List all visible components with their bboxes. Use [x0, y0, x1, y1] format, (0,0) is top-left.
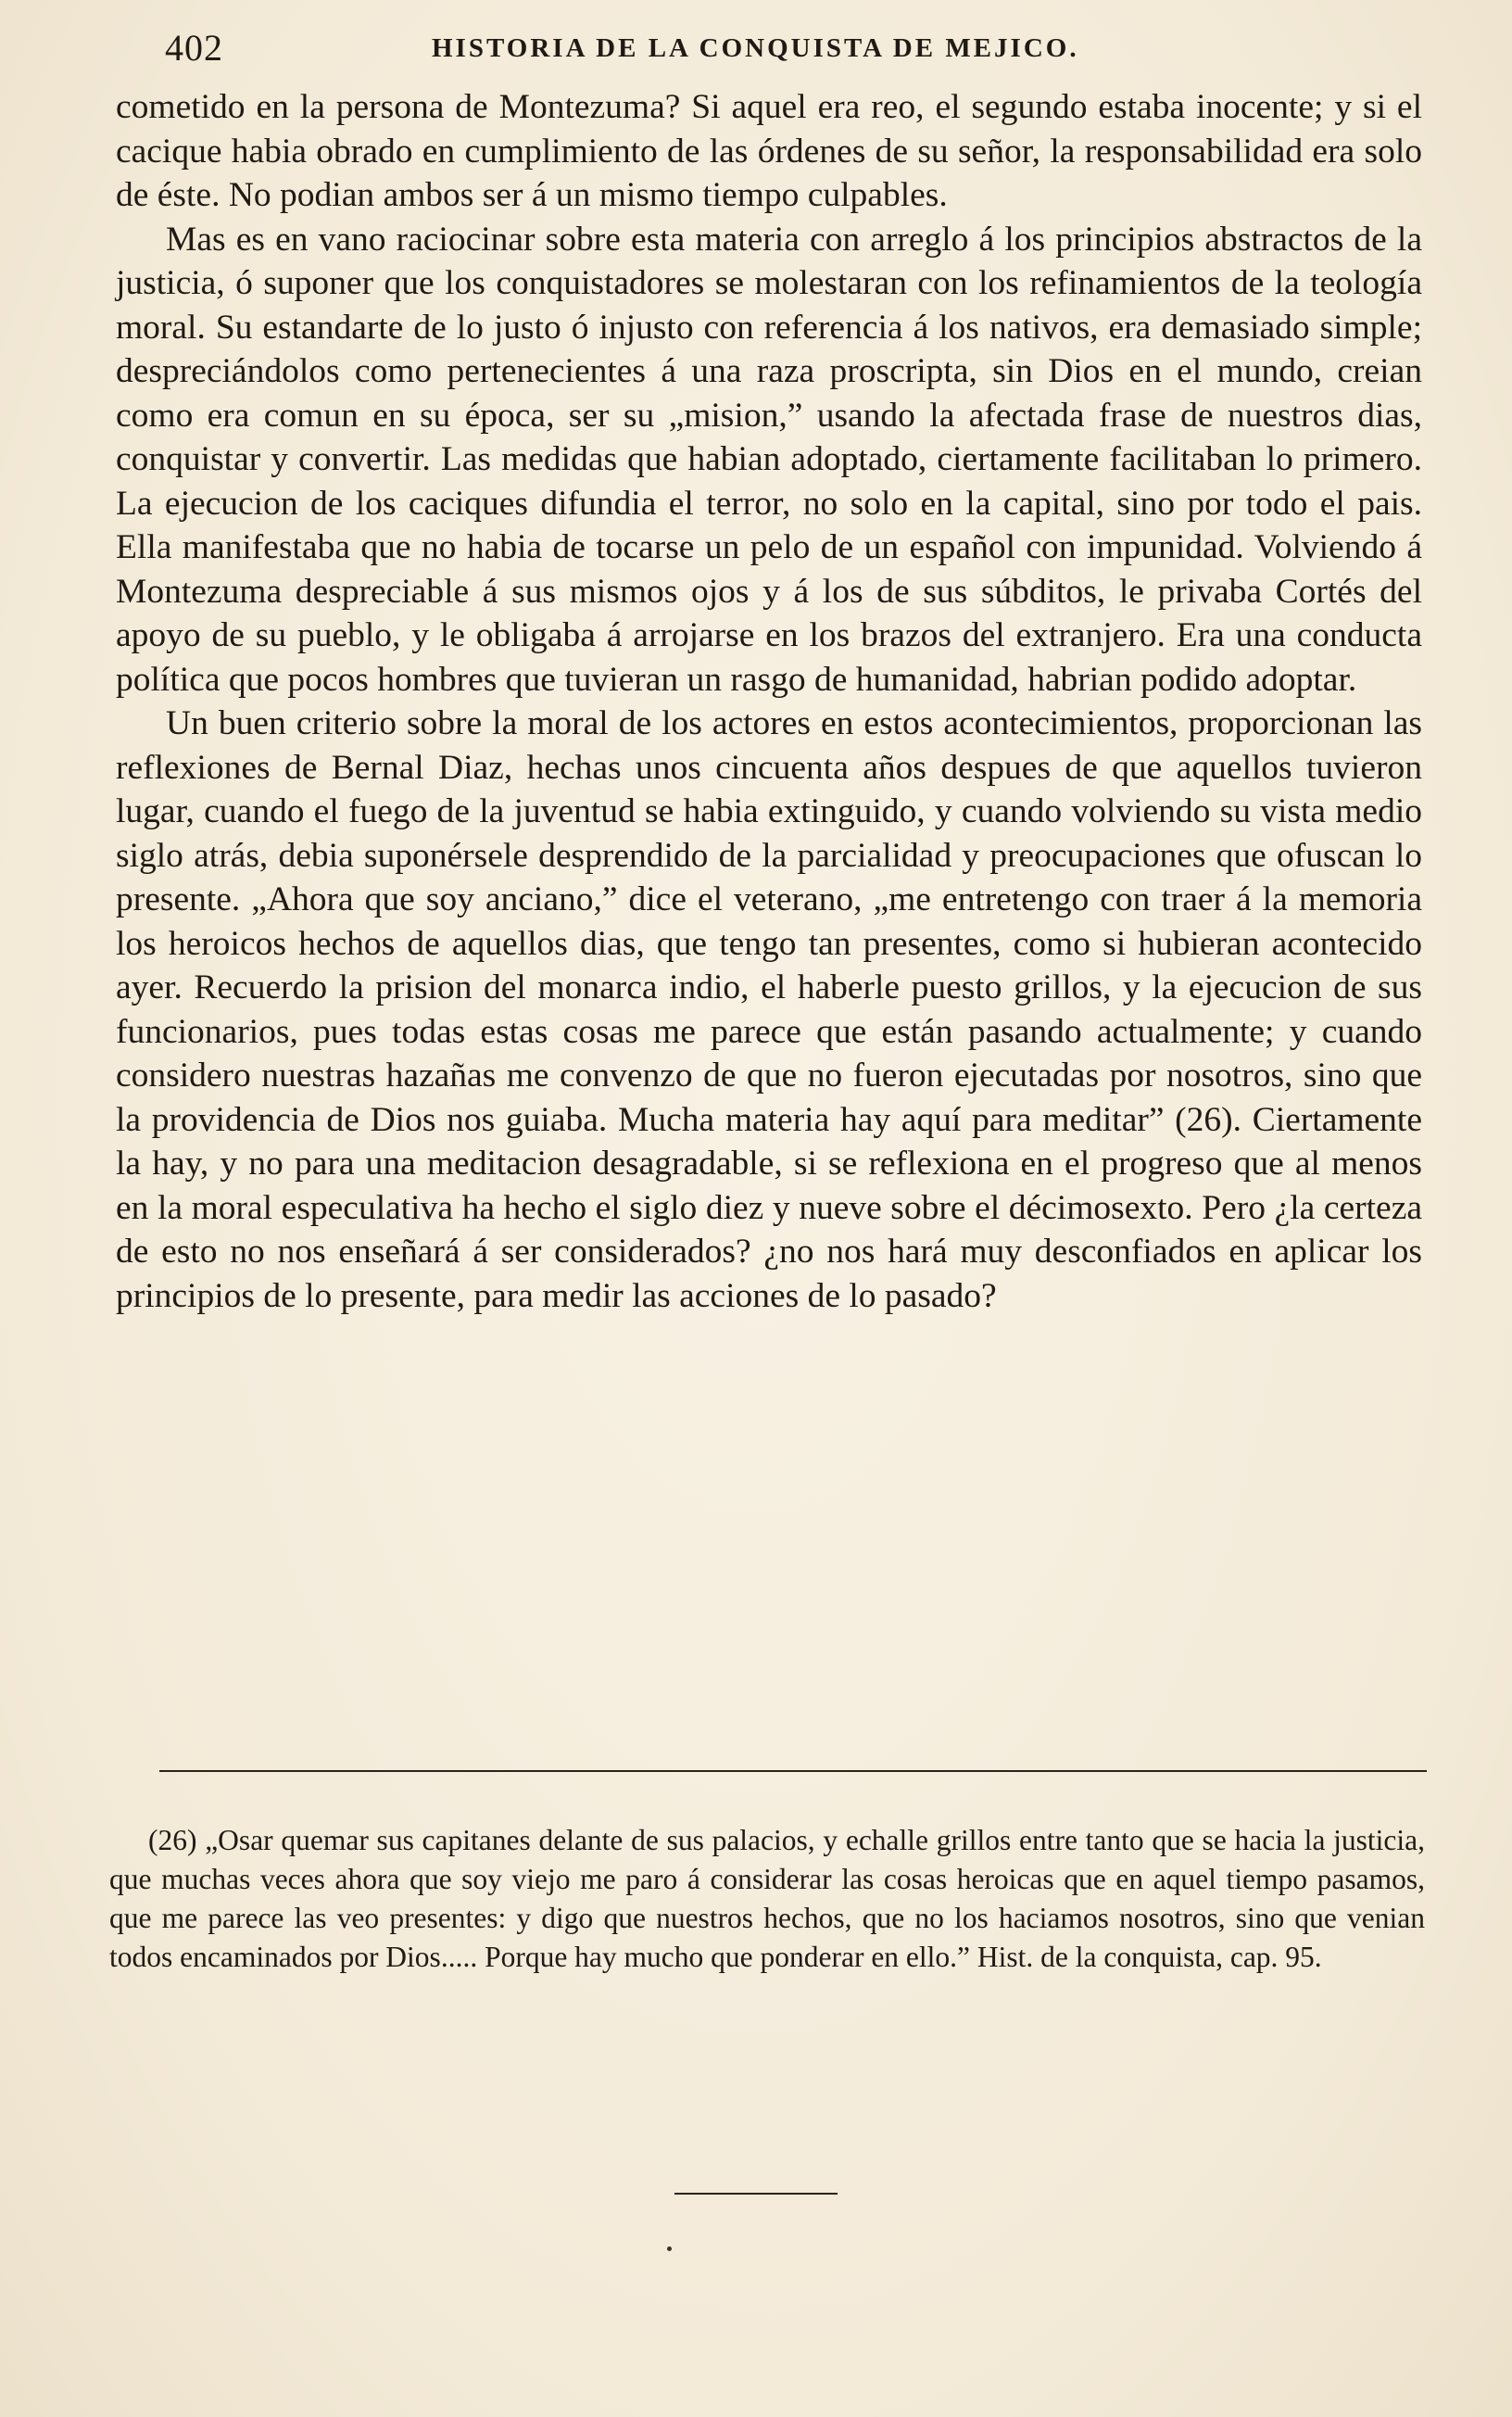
main-text	[116, 85, 1422, 1318]
page-header	[165, 26, 1443, 82]
paragraph-bernal-diaz: Un buen criterio sobre la moral de los actores en estos acontecimientos, proporcionan las reflexiones de Bernal Diaz, hechas unos cincuenta años despues de que aquellos tuvieron lugar, cuando el fuego de la juventud se habia extinguido, y cuando volviendo su vista medio siglo atrás, debia suponérsele desprendido de la parcialidad y preocupaciones que ofuscan lo presente. „Ahora que soy anciano,” dice el veterano, „me entretengo con traer á la memoria los heroicos hechos de aquellos dias, que tengo tan presentes, como si hubieran acontecido ayer. Recuerdo la prision del monarca indio, el haberle puesto grillos, y la ejecucion de sus funcionarios, pues todas estas cosas me parece que están pasando actualmente; y cuando considero nuestras hazañas me convenzo de que no fueron ejecutadas por nosotros, sino que la providencia de Dios nos guiaba. Mucha materia hay aquí para meditar” (26). Ciertamente la hay, y no para una meditacion desagradable, si se reflexiona en el progreso que al menos en la moral especulativa ha hecho el siglo diez y nueve sobre el décimosexto. Pero ¿la certeza de esto no nos enseñará á ser considerados? ¿no nos hará muy desconfiados en aplicar los principios de lo presente, para medir las acciones de lo pasado?	[116, 704, 1422, 1315]
paragraph-continuation: cometido en la persona de Montezuma? Si aquel era reo, el segundo estaba inocente; y si el cacique habia obrado en cumplimiento de las órdenes de su señor, la responsabilidad era solo de éste. No podian ambos ser á un mismo tiempo culpables.	[116, 88, 1422, 214]
page-number: 402	[165, 27, 223, 69]
footnote-divider	[159, 1770, 1427, 1772]
end-rule	[674, 2193, 838, 2195]
running-head: HISTORIA DE LA CONQUISTA DE MEJICO.	[432, 33, 1079, 63]
paragraph-justice: Mas es en vano raciocinar sobre esta materia con arreglo á los principios abstractos de la justicia, ó suponer que los conquistadores se molestaran con los refinamientos de la teología moral. Su estandarte de lo justo ó injusto con referencia á los nativos, era demasiado simple; despreciándolos como pertenecientes á una raza proscripta, sin Dios en el mundo, creian como era comun en su época, ser su „mision,” usando la afectada frase de nuestros dias, conquistar y convertir. Las medidas que habian adoptado, ciertamente facilitaban lo primero. La ejecucion de los caciques difundia el terror, no solo en la capital, sino por todo el pais. Ella manifestaba que no habia de tocarse un pelo de un español con impunidad. Volviendo á Montezuma despreciable á sus mismos ojos y á los de sus súbditos, le privaba Cortés del apoyo de su pueblo, y le obligaba á arrojarse en los brazos del extranjero. Era una conducta política que pocos hombres que tuvieran un rasgo de humanidad, habrian podido adoptar.	[116, 220, 1422, 699]
footnote	[109, 1821, 1425, 1977]
footnote-26: (26) „Osar quemar sus capitanes delante de sus palacios, y echalle grillos entre tanto que se hacia la justicia, que muchas veces ahora que soy viejo me paro á considerar las cosas heroicas que en aquel tiempo pasamos, que me parece las veo presentes: y digo que nuestros hechos, que no los haciamos nosotros, sino que venian todos encaminados por Dios..... Porque hay mucho que ponderar en ello.” Hist. de la conquista, cap. 95.	[109, 1824, 1425, 1973]
ink-dot	[667, 2246, 672, 2251]
